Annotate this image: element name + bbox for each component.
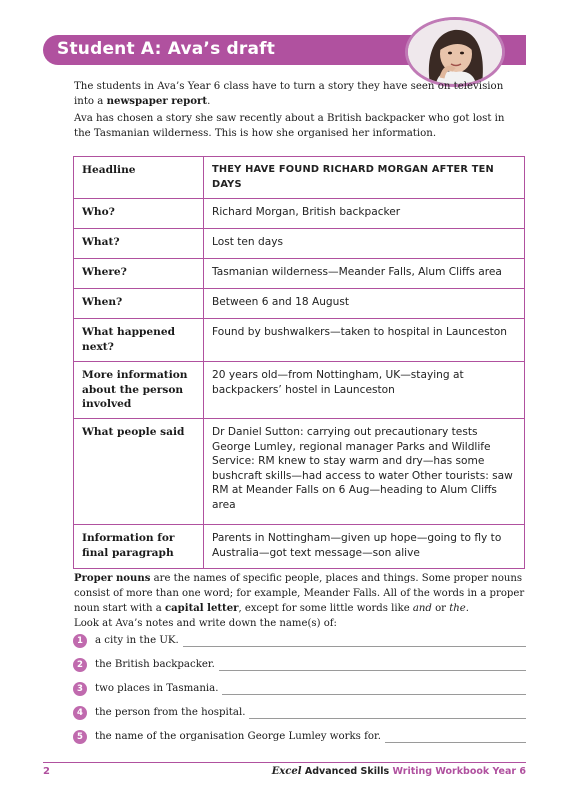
example-word: and	[412, 603, 432, 614]
question-number-badge: 2	[73, 658, 87, 672]
instruction-text: Look at Ava’s notes and write down the name(s) of:	[74, 618, 337, 629]
proper-nouns-paragraph	[74, 571, 529, 631]
row-label: More information about the person involved	[74, 362, 204, 419]
row-label: When?	[74, 289, 204, 319]
question-number-badge: 3	[73, 682, 87, 696]
row-label: Who?	[74, 199, 204, 229]
question-text: a city in the UK.	[95, 634, 183, 648]
story-notes-table	[73, 156, 525, 569]
intro-bold-term: newspaper report	[106, 95, 208, 107]
row-value: Tasmanian wilderness—Meander Falls, Alum Cliffs area	[204, 259, 525, 289]
question-text: the name of the organisation George Lumley works for.	[95, 730, 385, 744]
row-value: Parents in Nottingham—given up hope—going to fly to Australia—got text message—son alive	[204, 525, 525, 569]
table-row	[74, 525, 525, 569]
row-value: Found by bushwalkers—taken to hospital in Launceston	[204, 319, 525, 362]
example-word: the	[449, 603, 466, 614]
capital-letter-term: capital letter	[165, 603, 239, 614]
row-label: What happened next?	[74, 319, 204, 362]
page-title: Student A: Ava’s draft	[57, 39, 276, 59]
paragraph-text: are the names of specific people, places and things. Some proper nouns consist of more than one word; for example, Meander Falls. All of the words in a proper noun start with a	[74, 573, 525, 614]
row-value: Lost ten days	[204, 229, 525, 259]
student-portrait-image	[405, 17, 505, 87]
table-row	[74, 259, 525, 289]
footer-brand: Excel	[271, 766, 302, 777]
row-label: Information for final paragraph	[74, 525, 204, 569]
row-value: Between 6 and 18 August	[204, 289, 525, 319]
table-row	[74, 199, 525, 229]
intro-paragraph-2: Ava has chosen a story she saw recently about a British backpacker who got lost in the Tasmanian wilderness. This is how she organised her information.	[74, 113, 505, 139]
row-value: Richard Morgan, British backpacker	[204, 199, 525, 229]
question-text: the person from the hospital.	[95, 706, 249, 720]
paragraph-text: or	[431, 603, 450, 614]
row-label: What people said	[74, 419, 204, 525]
question-item	[73, 658, 526, 674]
question-item	[73, 730, 526, 746]
row-value: Dr Daniel Sutton: carrying out precautionary tests George Lumley, regional manager Parks and Wildlife Service: RM knew to stay warm and dry—has some bushcraft skills—had access to water Other tourists: saw RM at Meander Falls on 6 Aug—heading to Alum Cliffs area	[204, 419, 525, 525]
intro-paragraph-1	[74, 79, 524, 109]
question-item	[73, 706, 526, 722]
table-row	[74, 229, 525, 259]
question-text: the British backpacker.	[95, 658, 219, 672]
footer-advanced: Advanced Skills	[304, 766, 390, 777]
intro-text: The students in Ava’s Year 6 class have to turn a story they have seen on television into a	[74, 81, 504, 107]
footer-series-title	[272, 766, 526, 777]
proper-nouns-term: Proper nouns	[74, 573, 151, 584]
row-label: Headline	[74, 157, 204, 199]
page-number: 2	[43, 766, 50, 777]
row-label: Where?	[74, 259, 204, 289]
table-row	[74, 319, 525, 362]
table-row	[74, 419, 525, 525]
table-row	[74, 289, 525, 319]
paragraph-text: , except for some little words like	[238, 603, 413, 614]
question-item	[73, 634, 526, 650]
row-value: THEY HAVE FOUND RICHARD MORGAN AFTER TEN DAYS	[204, 157, 525, 199]
paragraph-text: .	[465, 603, 469, 614]
portrait-illustration	[408, 20, 502, 84]
footer-workbook: Writing Workbook Year 6	[392, 766, 526, 777]
question-number-badge: 1	[73, 634, 87, 648]
footer-divider	[43, 762, 526, 763]
row-label: What?	[74, 229, 204, 259]
table-row	[74, 157, 525, 199]
intro-text-end: .	[207, 96, 211, 107]
question-text: two places in Tasmania.	[95, 682, 222, 696]
table-row	[74, 362, 525, 419]
question-number-badge: 4	[73, 706, 87, 720]
row-value: 20 years old—from Nottingham, UK—staying at backpackers’ hostel in Launceston	[204, 362, 525, 419]
question-number-badge: 5	[73, 730, 87, 744]
question-item	[73, 682, 526, 698]
